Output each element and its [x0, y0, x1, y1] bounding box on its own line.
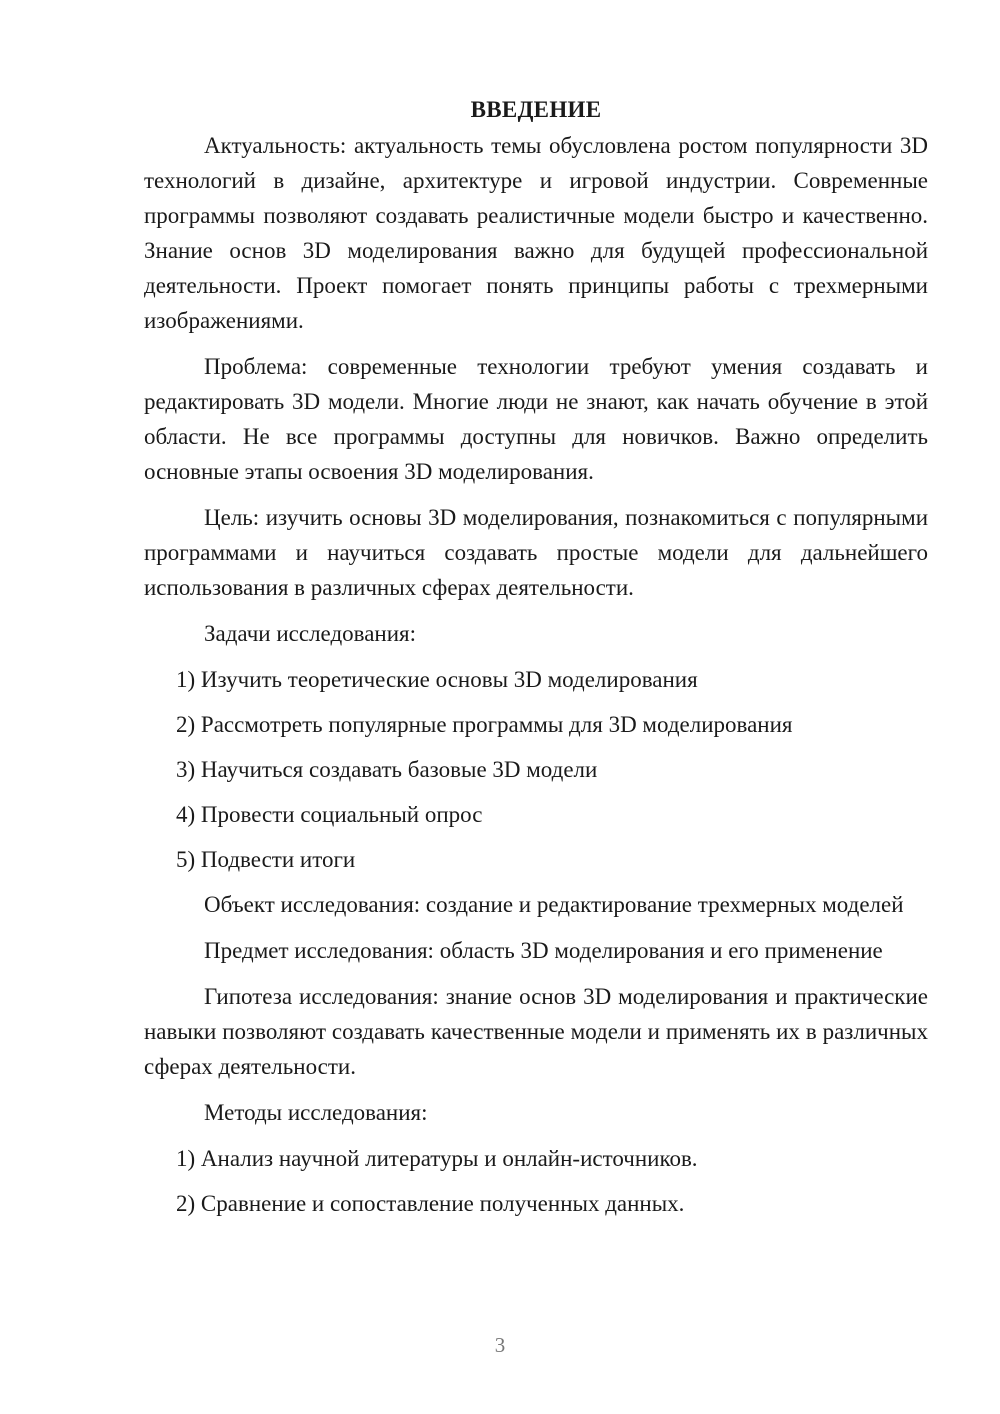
- document-page: [144, 92, 928, 1231]
- problem-paragraph: Проблема: современные технологии требуют умения создавать и редактировать 3D модели. Многие люди не знают, как начать обучение в этой области. Не все программы доступны для новичков. Важно определить основные этапы освоения 3D моделирования.: [144, 354, 928, 484]
- subject-paragraph: Предмет исследования: область 3D моделирования и его применение: [204, 938, 883, 963]
- section-title: ВВЕДЕНИЕ: [470, 97, 602, 122]
- tasks-heading: Задачи исследования:: [204, 621, 417, 646]
- methods-list: [144, 1141, 928, 1221]
- method-item: 1) Анализ научной литературы и онлайн-источников.: [176, 1146, 698, 1171]
- task-item: 4) Провести социальный опрос: [176, 802, 483, 827]
- tasks-list: [144, 662, 928, 877]
- task-item: 2) Рассмотреть популярные программы для 3D моделирования: [176, 712, 793, 737]
- method-item: 2) Сравнение и сопоставление полученных данных.: [176, 1191, 685, 1216]
- goal-paragraph: Цель: изучить основы 3D моделирования, познакомиться с популярными программами и научиться создавать простые модели для дальнейшего использования в различных сферах деятельности.: [144, 505, 928, 600]
- task-item: 1) Изучить теоретические основы 3D моделирования: [176, 667, 698, 692]
- relevance-paragraph: Актуальность: актуальность темы обусловлена ростом популярности 3D технологий в дизайне, архитектуре и игровой индустрии. Современные программы позволяют создавать реалистичные модели быстро и качественно. Знание основ 3D моделирования важно для будущей профессиональной деятельности. Проект помогает понять принципы работы с трехмерными изображениями.: [144, 133, 928, 333]
- hypothesis-paragraph: Гипотеза исследования: знание основ 3D моделирования и практические навыки позволяют создавать качественные модели и применять их в различных сферах деятельности.: [144, 984, 928, 1079]
- methods-heading: Методы исследования:: [204, 1100, 428, 1125]
- task-item: 5) Подвести итоги: [176, 847, 356, 872]
- task-item: 3) Научиться создавать базовые 3D модели: [176, 757, 598, 782]
- object-paragraph: Объект исследования: создание и редактирование трехмерных моделей: [204, 892, 904, 917]
- page-number: 3: [494, 1333, 506, 1357]
